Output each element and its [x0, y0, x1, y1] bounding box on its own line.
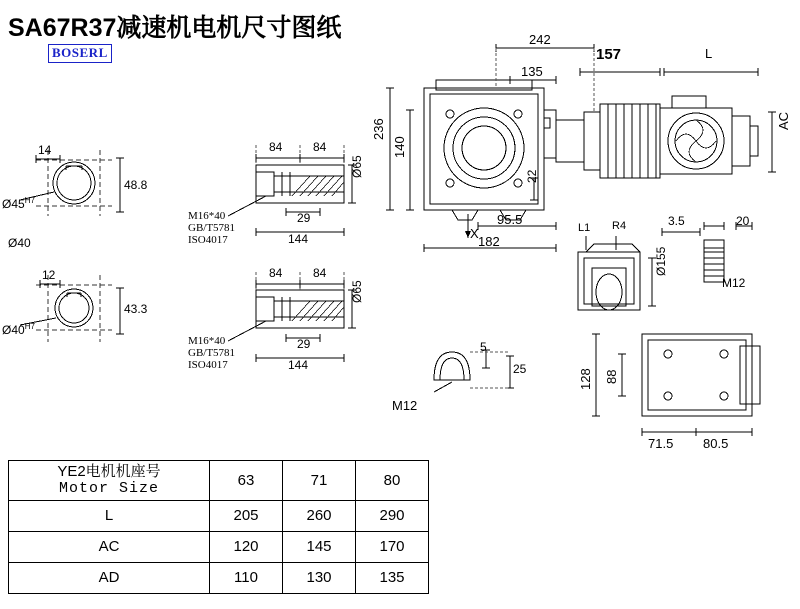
table-row	[9, 500, 429, 531]
table-cell-1-1: 145	[283, 531, 356, 562]
label-dim-m12-right: M12	[722, 276, 746, 290]
label-shaft-top-dia-plain: Ø40	[8, 236, 31, 250]
label-hollow-29-bottom: 29	[297, 337, 311, 351]
page-title: SA67R37减速机电机尺寸图纸	[8, 14, 342, 42]
table-header-value-0: 63	[210, 461, 283, 501]
label-dim-5: 5	[480, 340, 487, 354]
label-dim-20: 20	[736, 214, 750, 228]
table-header-label-en: Motor Size	[58, 480, 159, 498]
table-cell-1-2: 170	[356, 531, 429, 562]
label-dim-140: 140	[392, 136, 407, 158]
label-hollow-29-top: 29	[297, 211, 311, 225]
motor-size-table	[8, 460, 429, 594]
label-shaft-bottom-height: 43.3	[124, 302, 148, 316]
label-shaft-top-width: 14	[38, 143, 52, 157]
label-hollow-144-bottom: 144	[288, 358, 309, 372]
label-dim-88: 88	[604, 369, 619, 384]
table-cell-0-2: 290	[356, 500, 429, 531]
label-hollow-a1-bottom: 84	[269, 266, 283, 280]
table-row	[9, 562, 429, 593]
table-header-label-cn: YE2电机机座号	[57, 463, 161, 480]
label-dim-157: 157	[596, 46, 622, 63]
label-hollow-a2-top: 84	[313, 140, 327, 154]
bolt-callout-top: M16*40 GB/T5781 ISO4017	[188, 210, 236, 246]
table-cell-0-0: 205	[210, 500, 283, 531]
table-cell-2-1: 130	[283, 562, 356, 593]
label-dim-X: X	[470, 226, 479, 241]
label-hollow-a1-top: 84	[269, 140, 283, 154]
bolt-callout-bottom: M16*40 GB/T5781 ISO4017	[188, 335, 236, 371]
table-cell-0-1: 260	[283, 500, 356, 531]
label-shaft-bottom-width: 12	[42, 268, 56, 282]
label-dim-128: 128	[578, 368, 593, 390]
label-dim-236: 236	[371, 118, 386, 140]
table-row-label-0: L	[9, 500, 210, 531]
label-shaft-bottom-dia: $Ø40^{H7}$	[2, 322, 35, 337]
label-dim-95-5: 95.5	[497, 212, 523, 227]
label-dim-22: 22	[525, 169, 539, 183]
label-dim-80-5: 80.5	[703, 436, 729, 451]
label-dim-3-5: 3.5	[668, 214, 685, 228]
table-cell-2-0: 110	[210, 562, 283, 593]
label-hollow-dia-bottom: Ø65	[350, 280, 364, 303]
label-hollow-dia-top: Ø65	[350, 155, 364, 178]
table-header-value-2: 80	[356, 461, 429, 501]
brand-logo: BOSERL	[48, 44, 112, 63]
table-header-label	[9, 461, 210, 501]
label-dim-242: 242	[529, 32, 551, 47]
table-row-label-2: AD	[9, 562, 210, 593]
table-header-value-1: 71	[283, 461, 356, 501]
label-hollow-a2-bottom: 84	[313, 266, 327, 280]
label-dim-R4: R4	[612, 220, 627, 232]
table-row-header	[9, 461, 429, 501]
label-shaft-top-height: 48.8	[124, 178, 148, 192]
label-dim-25: 25	[513, 362, 527, 376]
table-cell-2-2: 135	[356, 562, 429, 593]
label-dim-71-5: 71.5	[648, 436, 674, 451]
label-dim-L1: L1	[578, 222, 591, 234]
table-row	[9, 531, 429, 562]
label-dim-182: 182	[478, 234, 500, 249]
label-shaft-top-dia: $Ø45^{H7}$	[2, 196, 35, 211]
table-row-label-1: AC	[9, 531, 210, 562]
label-dim-m12-bottom: M12	[392, 398, 418, 413]
label-dim-L: L	[705, 46, 713, 61]
table-cell-1-0: 120	[210, 531, 283, 562]
label-dim-d155: Ø155	[654, 246, 668, 276]
label-dim-AC: AC	[776, 111, 791, 130]
label-dim-135: 135	[521, 64, 543, 79]
label-hollow-144-top: 144	[288, 232, 309, 246]
